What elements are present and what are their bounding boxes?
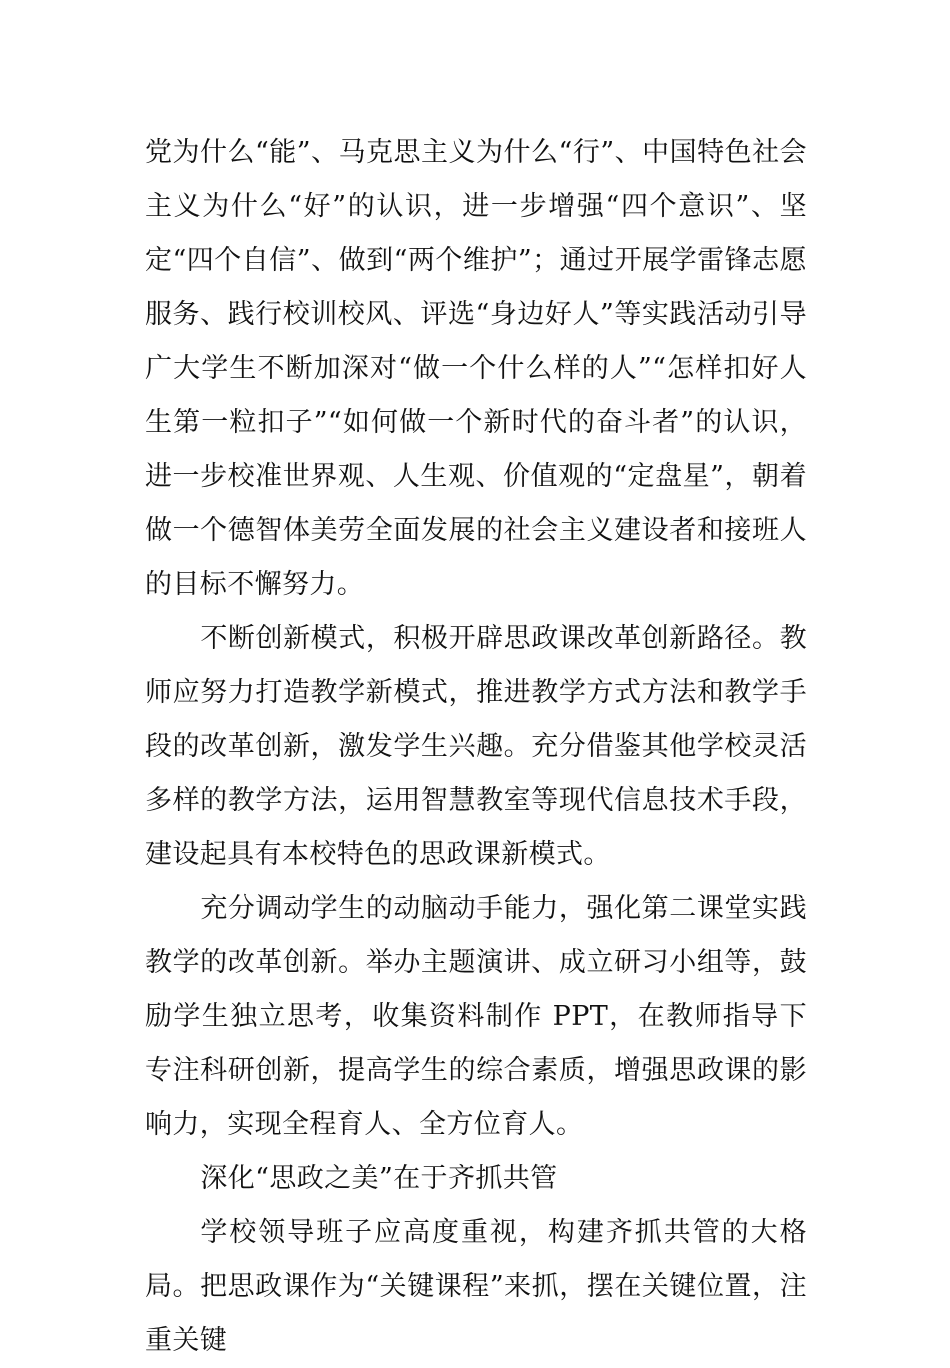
paragraph-leadership: 学校领导班子应高度重视，构建齐抓共管的大格局。把思政课作为“关键课程”来抓，摆在关键位置，注重关键 xyxy=(145,1217,807,1356)
document-body xyxy=(145,126,807,1368)
section-heading: 深化“思政之美”在于齐抓共管 xyxy=(200,1163,558,1194)
paragraph-innovation-model: 不断创新模式，积极开辟思政课改革创新路径。教师应努力打造教学新模式，推进教学方式方法和教学手段的改革创新，激发学生兴趣。充分借鉴其他学校灵活多样的教学方法，运用智慧教室等现代信息技术手段，建设起具有本校特色的思政课新模式。 xyxy=(145,623,807,870)
paragraph-continuation: 党为什么“能”、马克思主义为什么“行”、中国特色社会主义为什么“好”的认识，进一步增强“四个意识”、坚定“四个自信”、做到“两个维护”；通过开展学雷锋志愿服务、践行校训校风、评选“身边好人”等实践活动引导广大学生不断加深对“做一个什么样的人”“怎样扣好人生第一粒扣子”“如何做一个新时代的奋斗者”的认识，进一步校准世界观、人生观、价值观的“定盘星”，朝着做一个德智体美劳全面发展的社会主义建设者和接班人的目标不懈努力。 xyxy=(145,137,807,600)
paragraph-practice-teaching: 充分调动学生的动脑动手能力，强化第二课堂实践教学的改革创新。举办主题演讲、成立研习小组等，鼓励学生独立思考，收集资料制作 PPT，在教师指导下专注科研创新，提高学生的综合素质，增强思政课的影响力，实现全程育人、全方位育人。 xyxy=(145,893,807,1140)
